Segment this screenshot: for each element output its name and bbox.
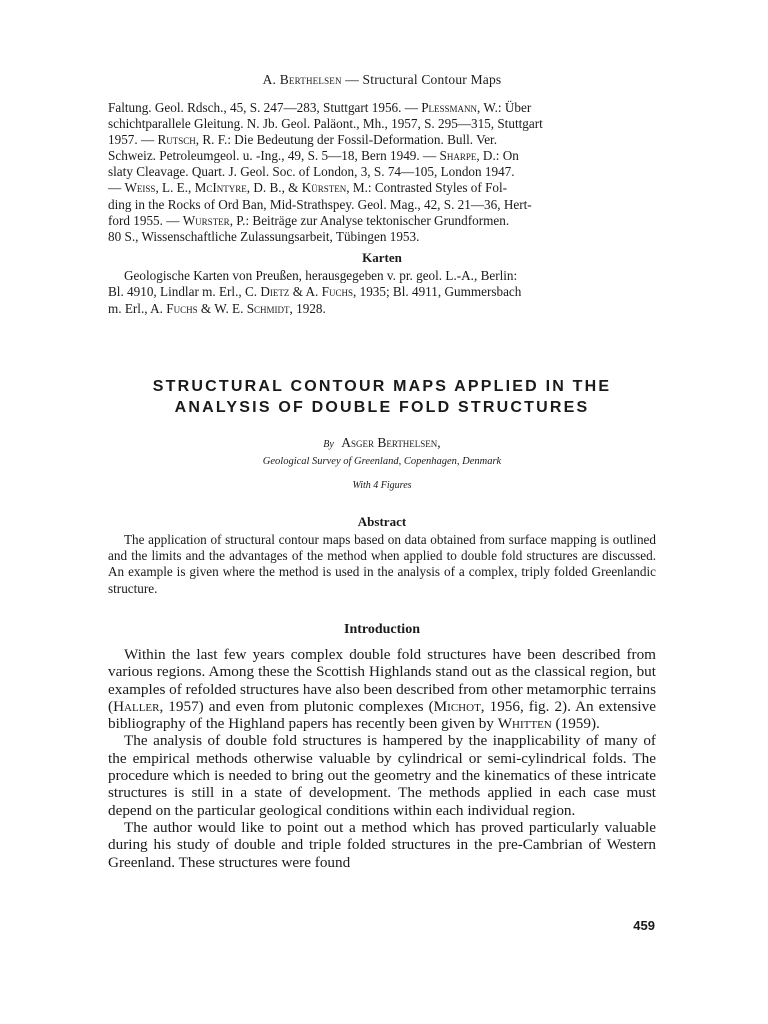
running-head-author: A. Berthelsen bbox=[262, 72, 342, 87]
paragraph: The analysis of double fold structures is hampered by the inapplicability of many of the empirical methods otherwise valuable by cylindrical or semi-cylindrical folds. The procedure which is needed to bring out the geometry and the kinematics of these intricate structures is still in a state of development. The methods applied in each case must depend on the particular geological conditions within each individual region. bbox=[108, 732, 656, 819]
author-name: Kürsten bbox=[301, 180, 347, 196]
introduction-body bbox=[108, 646, 656, 871]
author-name: Dietz bbox=[260, 284, 290, 300]
reference-line: ford 1955. — Wurster, P.: Beiträge zur Analyse tektonischer Grundformen. bbox=[108, 212, 510, 228]
abstract-body bbox=[108, 532, 656, 597]
author-name: Michot bbox=[433, 697, 481, 715]
running-head-separator: — bbox=[345, 72, 359, 87]
author-name: Weiss bbox=[124, 180, 156, 196]
maps-line: m. Erl., A. Fuchs & W. E. Schmidt, 1928. bbox=[108, 300, 326, 316]
reference-line: — Weiss, L. E., McIntyre, D. B., & Kürsten, M.: Contrasted Styles of Fol- bbox=[108, 180, 508, 196]
maps-line: Bl. 4910, Lindlar m. Erl., C. Dietz & A. Fuchs, 1935; Bl. 4911, Gummersbach bbox=[108, 284, 522, 300]
article-title-line: STRUCTURAL CONTOUR MAPS APPLIED IN THE bbox=[152, 378, 612, 395]
reference-line: 1957. — Rutsch, R. F.: Die Bedeutung der Fossil-Deformation. Bull. Ver. bbox=[108, 132, 498, 148]
author-name: Plessmann bbox=[421, 100, 478, 115]
reference-list bbox=[108, 100, 656, 245]
author-name: Rutsch bbox=[157, 132, 196, 148]
introduction-heading: Introduction bbox=[344, 622, 420, 637]
reference-line: slaty Cleavage. Quart. J. Geol. Soc. of London, 3, S. 74—105, London 1947. bbox=[108, 164, 515, 180]
running-head bbox=[108, 72, 656, 88]
author-name: Sharpe bbox=[439, 148, 477, 164]
article-title-line: ANALYSIS OF DOUBLE FOLD STRUCTURES bbox=[174, 399, 590, 416]
reference-line: Faltung. Geol. Rdsch., 45, S. 247—283, Stuttgart 1956. — Plessmann, W.: Über bbox=[108, 100, 532, 115]
maps-line: Geologische Karten von Preußen, herausgegeben v. pr. geol. L.-A., Berlin: bbox=[124, 268, 518, 283]
by-label: By bbox=[323, 439, 334, 450]
author-name: Whitten bbox=[497, 715, 552, 733]
article-title bbox=[108, 376, 656, 418]
abstract-heading: Abstract bbox=[357, 514, 407, 529]
author-name: Wurster bbox=[182, 212, 230, 228]
byline bbox=[108, 435, 656, 451]
author-name: McIntyre bbox=[194, 180, 247, 196]
page-number: 459 bbox=[633, 918, 655, 933]
maps-list bbox=[108, 268, 656, 317]
affiliation: Geological Survey of Greenland, Copenhagen, Denmark bbox=[262, 456, 502, 467]
paragraph: The author would like to point out a method which has proved particularly valuable during his study of double and triple folded structures in the pre-Cambrian of Western Greenland. These structures were found bbox=[108, 818, 656, 871]
author-name: Fuchs bbox=[166, 300, 198, 316]
author-name: Fuchs bbox=[321, 284, 353, 300]
abstract-text: The application of structural contour maps based on data obtained from surface mapping is outlined and the limits and the advantages of the method when applied to double fold structures are discussed. An example is given where the method is used in the analysis of a complex, triply folded Greenlandic structure. bbox=[108, 532, 656, 596]
reference-line: 80 S., Wissenschaftliche Zulassungsarbeit, Tübingen 1953. bbox=[108, 228, 420, 244]
reference-line: Schweiz. Petroleumgeol. u. -Ing., 49, S. 5—18, Bern 1949. — Sharpe, D.: On bbox=[108, 148, 519, 164]
paragraph: Within the last few years complex double fold structures have been described from various regions. Among these the Scottish Highlands stand out as the classical region, but examples of refolded structures have also been described from other metamorphic terrains (Haller, 1957) and even from plutonic complexes (Michot, 1956, fig. 2). An extensive bibliography of the Highland papers has recently been given by Whitten (1959). bbox=[108, 646, 656, 733]
author-name: Schmidt bbox=[246, 300, 290, 316]
figures-note: With 4 Figures bbox=[352, 480, 412, 491]
maps-heading: Karten bbox=[362, 250, 402, 265]
author-name: Haller bbox=[113, 697, 160, 715]
author-name: Asger Berthelsen, bbox=[341, 435, 441, 450]
reference-line: ding in the Rocks of Ord Ban, Mid-Strathspey. Geol. Mag., 42, S. 21—36, Hert- bbox=[108, 196, 532, 212]
reference-line: schichtparallele Gleitung. N. Jb. Geol. Paläont., Mh., 1957, S. 295—315, Stuttgart bbox=[108, 116, 543, 132]
running-head-title: Structural Contour Maps bbox=[362, 72, 502, 87]
